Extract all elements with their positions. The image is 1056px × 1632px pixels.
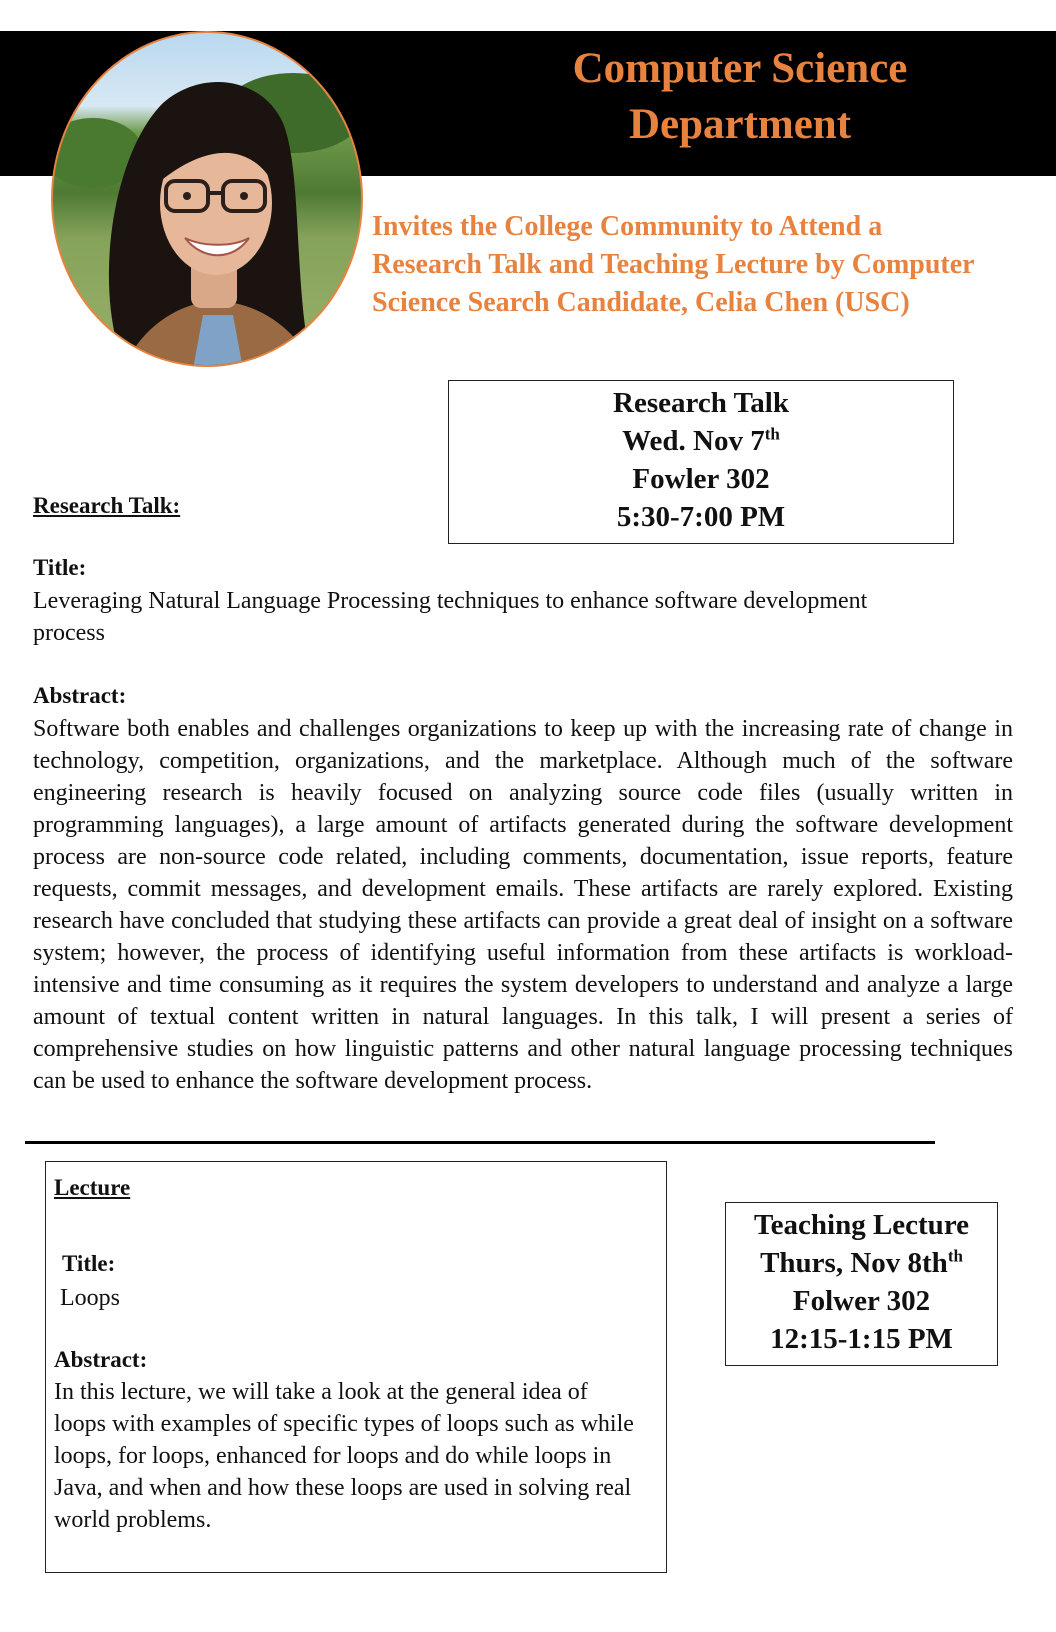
lecture-heading: Lecture	[54, 1175, 131, 1200]
invitation-line3: Science Search Candidate, Celia Chen (USC)	[372, 287, 910, 318]
research-box-time: 5:30-7:00 PM	[616, 501, 786, 533]
department-title-line2: Department	[628, 101, 852, 148]
lecture-details-box	[45, 1161, 667, 1573]
research-box-location: Fowler 302	[632, 463, 770, 495]
teaching-box-label: Teaching Lecture	[753, 1209, 970, 1241]
research-talk-schedule-box	[448, 380, 954, 544]
teaching-box-time: 12:15-1:15 PM	[770, 1323, 953, 1355]
research-box-date	[449, 422, 953, 460]
lecture-title-label: Title:	[62, 1251, 116, 1276]
invitation-line1: Invites the College Community to Attend a	[372, 211, 883, 242]
teaching-box-location: Folwer 302	[792, 1285, 931, 1317]
research-box-date-text: Wed. Nov 7	[622, 425, 765, 457]
teaching-box-date	[726, 1244, 997, 1282]
research-abstract: Software both enables and challenges organizations to keep up with the increasing rate of change in technology, competition, organizations, and the marketplace. Although much of the software engineering research is heavily focused on analyzing source code files (usually written in programming languages), a large amount of artifacts generated during the software development process are non-source code related, including comments, documentation, issue reports, feature requests, commit messages, and development emails. These artifacts are rarely explored. Existing research have concluded that studying these artifacts can provide a great deal of insight on a software system; however, the process of identifying useful information from these artifacts is workload-intensive and time consuming as it requires the system developers to understand and analyze a large amount of textual content written in natural languages. In this talk, I will present a series of comprehensive studies on how linguistic patterns and other natural language processing techniques can be used to enhance the software development process.	[33, 716, 1013, 1094]
research-box-label: Research Talk	[613, 387, 789, 419]
invitation-line2: Research Talk and Teaching Lecture by Computer	[372, 249, 975, 280]
teaching-box-date-text: Thurs, Nov 8th	[760, 1247, 948, 1279]
speaker-photo	[51, 31, 363, 367]
department-title-line1: Computer Science	[572, 45, 908, 92]
research-talk-heading: Research Talk:	[33, 493, 181, 518]
lecture-abstract: In this lecture, we will take a look at the general idea of loops with examples of specific types of loops such as while loops, for loops, enhanced for loops and do while loops in Java, and when and how these loops are used in solving real world problems.	[54, 1379, 634, 1533]
invitation-text	[372, 208, 1056, 322]
research-abstract-label: Abstract:	[33, 683, 127, 708]
research-title: Leveraging Natural Language Processing techniques to enhance software development process	[33, 588, 868, 646]
speaker-portrait	[53, 33, 363, 367]
research-box-date-suffix: th	[764, 424, 780, 444]
department-title	[490, 31, 990, 153]
research-title-label: Title:	[33, 555, 87, 580]
lecture-abstract-label: Abstract:	[54, 1347, 148, 1372]
teaching-box-date-suffix: th	[947, 1246, 963, 1266]
section-divider	[25, 1141, 935, 1144]
lecture-title: Loops	[60, 1285, 120, 1311]
teaching-lecture-schedule-box	[725, 1202, 998, 1366]
